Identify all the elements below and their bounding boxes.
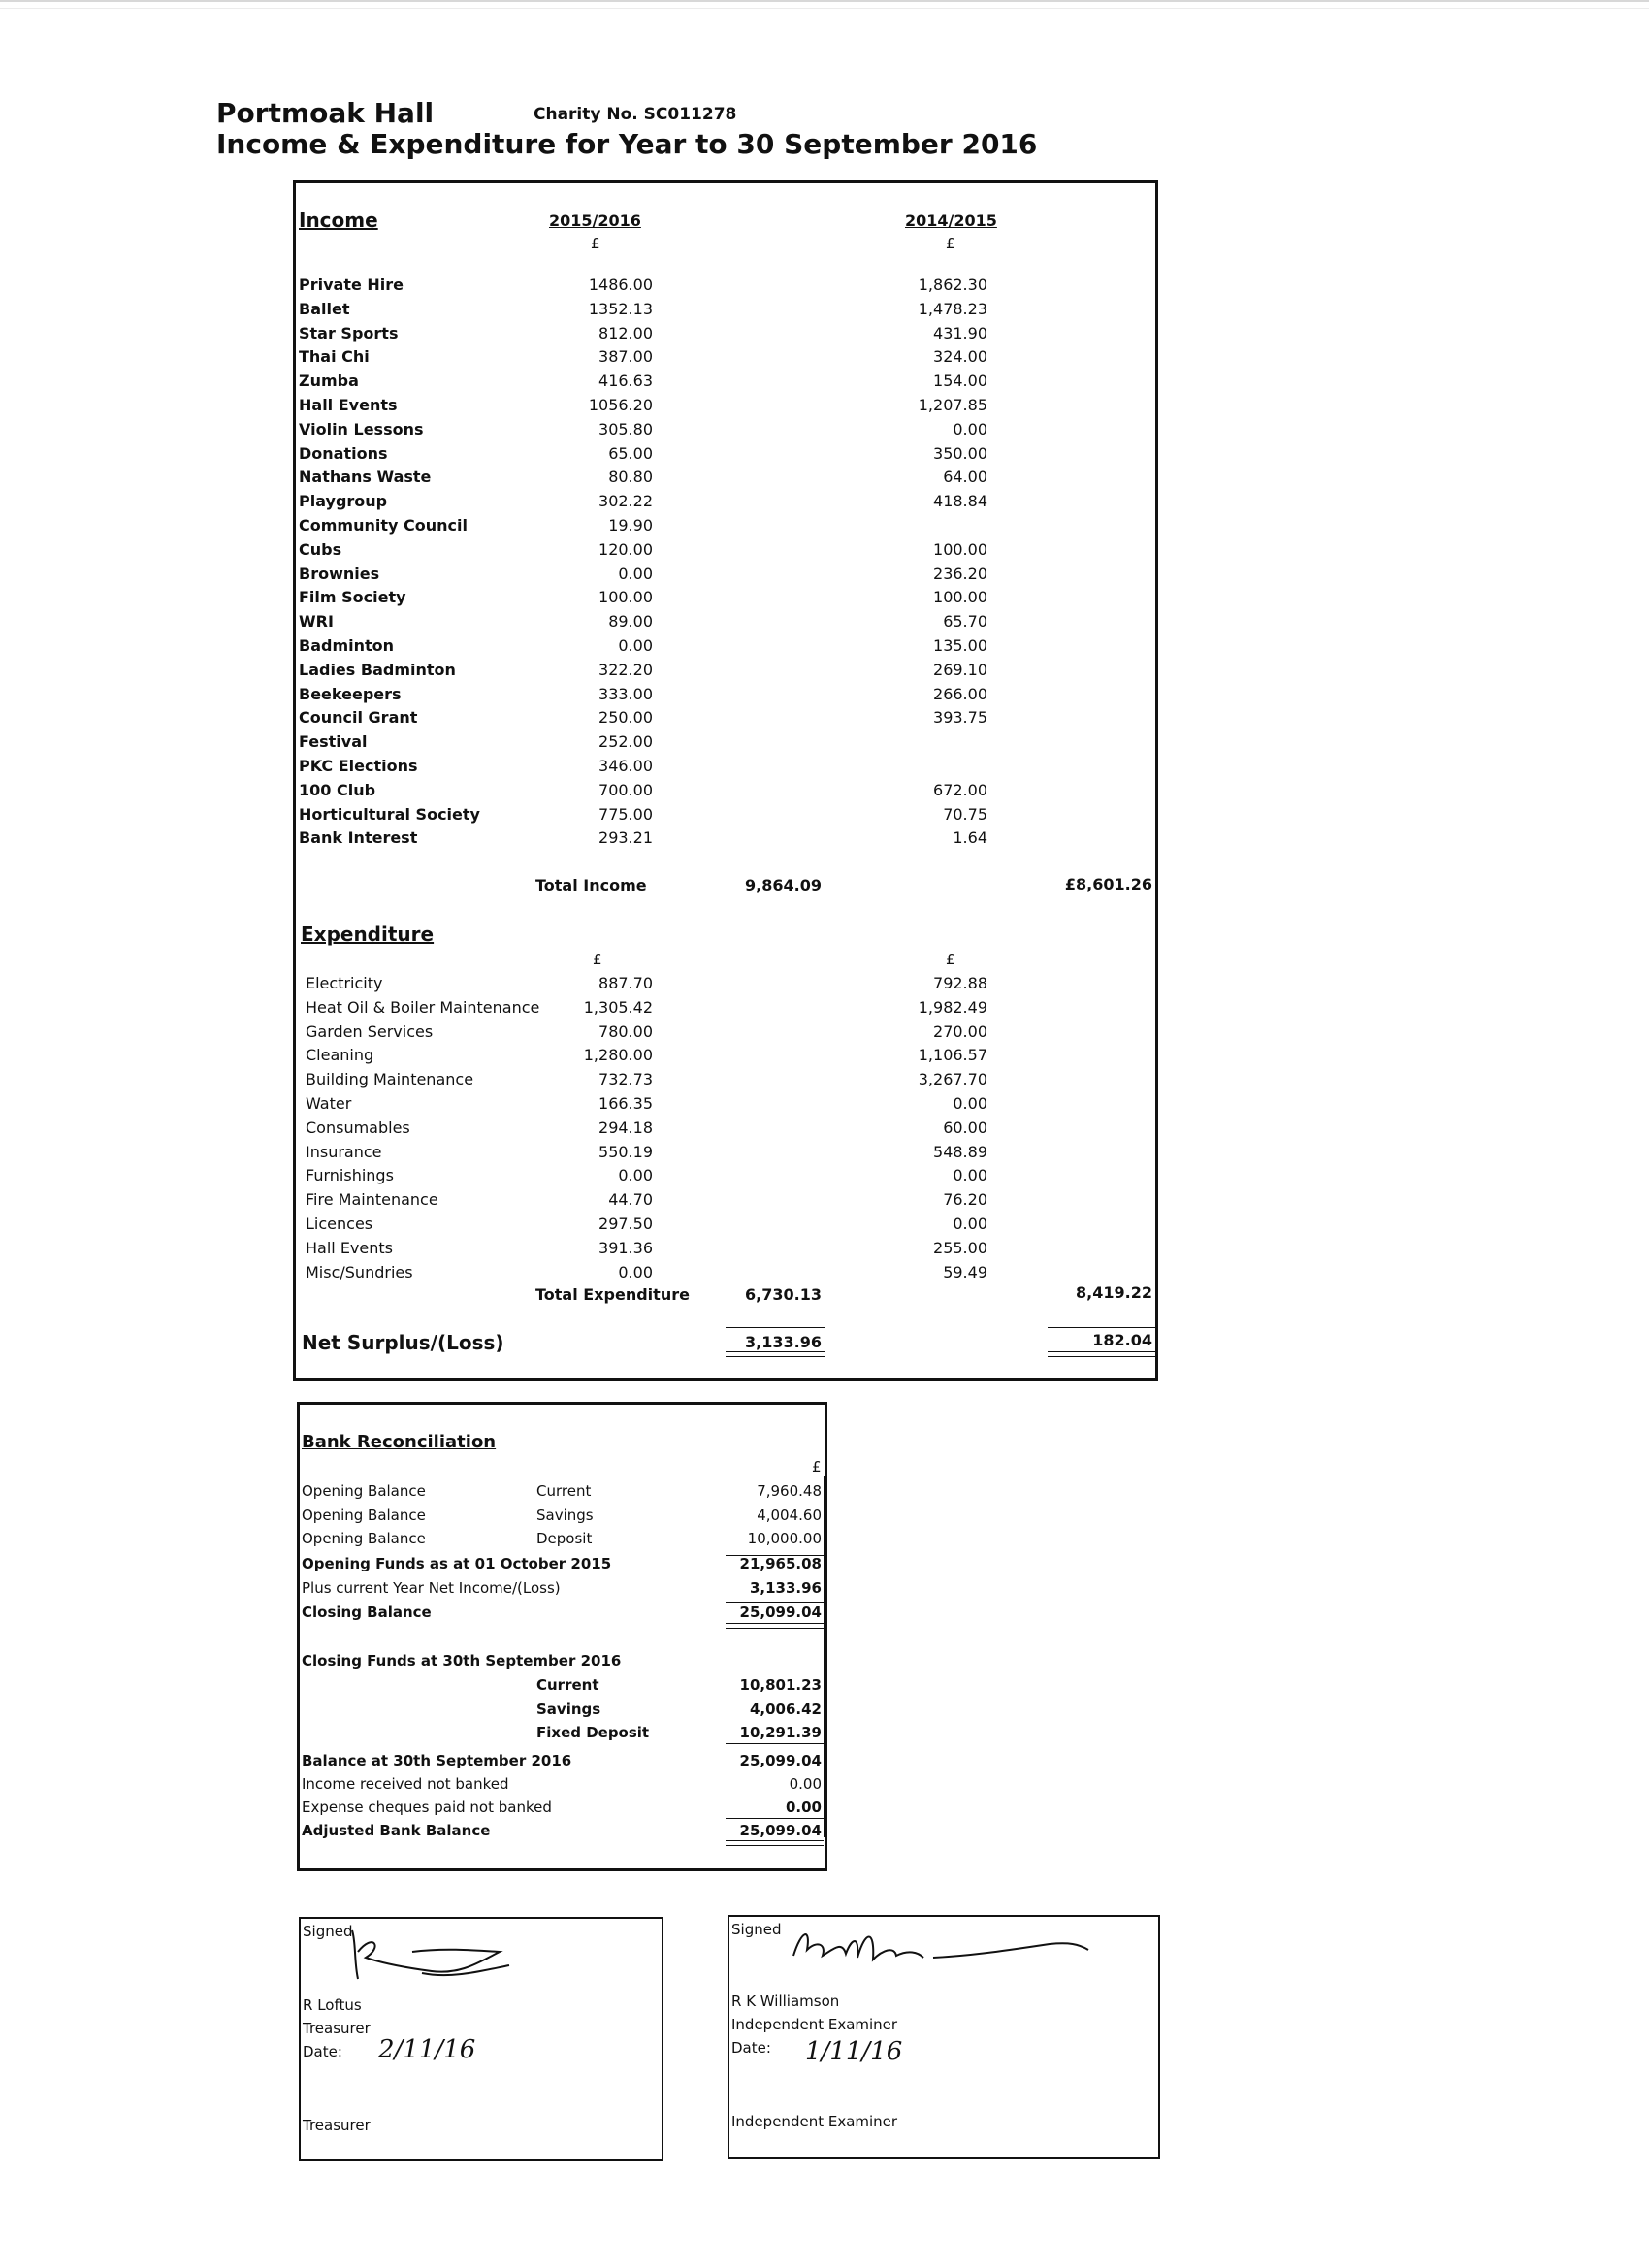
income-row-label: Ballet xyxy=(299,300,350,318)
examiner-footer: Independent Examiner xyxy=(731,2113,898,2130)
expenditure-row-label: Electricity xyxy=(306,974,383,992)
total-expenditure-label: Total Expenditure xyxy=(535,1285,690,1304)
opening-funds-label: Opening Funds as at 01 October 2015 xyxy=(302,1555,612,1572)
income-row-current: 1056.20 xyxy=(588,396,653,414)
income-row-current: 0.00 xyxy=(618,636,653,655)
total-expenditure-prior: 8,419.22 xyxy=(1076,1283,1152,1302)
treasurer-signature xyxy=(344,1923,519,1991)
col-header-prior: 2014/2015 xyxy=(905,211,997,230)
opening-balance-value: 4,004.60 xyxy=(757,1507,822,1524)
income-row-prior: 269.10 xyxy=(933,661,987,679)
expenditure-row-prior: 59.49 xyxy=(943,1263,987,1281)
income-row-current: 812.00 xyxy=(598,324,653,342)
income-row-prior: 100.00 xyxy=(933,588,987,606)
income-row-prior: 1.64 xyxy=(953,828,987,847)
closing-funds-label: Closing Funds at 30th September 2016 xyxy=(302,1652,622,1669)
examiner-date-value: 1/11/16 xyxy=(805,2037,903,2066)
examiner-role: Independent Examiner xyxy=(731,2016,898,2033)
income-row-prior: 266.00 xyxy=(933,685,987,703)
plus-net-label: Plus current Year Net Income/(Loss) xyxy=(302,1579,561,1597)
expenditure-row-label: Cleaning xyxy=(306,1046,374,1064)
expenditure-row-prior: 548.89 xyxy=(933,1143,987,1161)
income-row-label: Film Society xyxy=(299,588,406,606)
income-row-label: Zumba xyxy=(299,372,359,390)
income-row-prior: 236.20 xyxy=(933,565,987,583)
expenditure-row-label: Heat Oil & Boiler Maintenance xyxy=(306,998,540,1017)
income-heading: Income xyxy=(299,209,378,232)
expenditure-row-label: Building Maintenance xyxy=(306,1070,474,1088)
rule-balance xyxy=(726,1743,824,1744)
income-row-label: Donations xyxy=(299,444,388,463)
income-row-prior: 1,207.85 xyxy=(918,396,987,414)
examiner-name: R K Williamson xyxy=(731,1993,840,2010)
income-row-prior: 672.00 xyxy=(933,781,987,799)
expenditure-row-label: Licences xyxy=(306,1215,373,1233)
income-row-current: 387.00 xyxy=(598,347,653,366)
income-row-prior: 65.70 xyxy=(943,612,987,631)
scan-edge xyxy=(0,0,1649,9)
plus-net-value: 3,133.96 xyxy=(749,1579,822,1597)
income-row-prior: 100.00 xyxy=(933,540,987,559)
income-row-label: 100 Club xyxy=(299,781,376,799)
income-row-label: Horticultural Society xyxy=(299,805,480,824)
examiner-date-label: Date: xyxy=(731,2039,771,2057)
expenditure-row-prior: 255.00 xyxy=(933,1239,987,1257)
income-row-label: Nathans Waste xyxy=(299,468,432,486)
closing-double-rule xyxy=(726,1623,824,1629)
income-row-prior: 350.00 xyxy=(933,444,987,463)
report-subtitle: Income & Expenditure for Year to 30 September 2016 xyxy=(216,128,1038,160)
treasurer-date-value: 2/11/16 xyxy=(378,2035,476,2064)
income-row-current: 89.00 xyxy=(608,612,653,631)
rule-closing xyxy=(726,1602,824,1603)
expenditure-row-prior: 3,267.70 xyxy=(918,1070,987,1088)
expenditure-row-label: Garden Services xyxy=(306,1022,434,1041)
expenditure-row-current: 780.00 xyxy=(598,1022,653,1041)
adjusted-balance-value: 25,099.04 xyxy=(739,1822,822,1839)
income-row-prior: 431.90 xyxy=(933,324,987,342)
expenditure-row-prior: 270.00 xyxy=(933,1022,987,1041)
treasurer-footer: Treasurer xyxy=(303,2117,371,2134)
balance-value: 25,099.04 xyxy=(739,1752,822,1769)
income-row-label: Bank Interest xyxy=(299,828,418,847)
opening-balance-label: Opening Balance xyxy=(302,1507,426,1524)
income-row-current: 322.20 xyxy=(598,661,653,679)
expenditure-row-label: Hall Events xyxy=(306,1239,393,1257)
total-expenditure-current: 6,730.13 xyxy=(745,1285,822,1304)
income-row-label: Ladies Badminton xyxy=(299,661,456,679)
currency-prior: £ xyxy=(946,235,955,252)
income-row-current: 293.21 xyxy=(598,828,653,847)
expenditure-row-current: 391.36 xyxy=(598,1239,653,1257)
closing-funds-type: Savings xyxy=(536,1701,601,1718)
income-row-prior: 393.75 xyxy=(933,708,987,727)
income-row-prior: 154.00 xyxy=(933,372,987,390)
income-row-current: 1486.00 xyxy=(588,275,653,294)
income-row-current: 19.90 xyxy=(608,516,653,535)
net-surplus-current: 3,133.96 xyxy=(745,1333,822,1351)
expenditure-row-current: 0.00 xyxy=(618,1166,653,1184)
expenditure-row-current: 550.19 xyxy=(598,1143,653,1161)
treasurer-name: R Loftus xyxy=(303,1996,362,2014)
opening-balance-value: 10,000.00 xyxy=(747,1530,822,1547)
income-row-prior: 0.00 xyxy=(953,420,987,438)
income-row-current: 302.22 xyxy=(598,492,653,510)
expenditure-row-current: 732.73 xyxy=(598,1070,653,1088)
treasurer-date-label: Date: xyxy=(303,2043,342,2060)
expenditure-row-current: 1,280.00 xyxy=(583,1046,653,1064)
closing-funds-value: 4,006.42 xyxy=(749,1701,822,1718)
expenditure-row-prior: 792.88 xyxy=(933,974,987,992)
examiner-signed-label: Signed xyxy=(731,1921,782,1938)
expenditure-row-label: Water xyxy=(306,1094,352,1113)
opening-balance-label: Opening Balance xyxy=(302,1482,426,1500)
rule-adjusted xyxy=(726,1818,824,1819)
income-row-label: Community Council xyxy=(299,516,468,535)
opening-funds-value: 21,965.08 xyxy=(739,1555,822,1572)
expenditure-row-current: 887.70 xyxy=(598,974,653,992)
closing-funds-value: 10,801.23 xyxy=(739,1676,822,1694)
total-income-current: 9,864.09 xyxy=(745,876,822,894)
col-header-current: 2015/2016 xyxy=(549,211,641,230)
income-row-current: 0.00 xyxy=(618,565,653,583)
income-row-label: Private Hire xyxy=(299,275,404,294)
income-row-label: Festival xyxy=(299,732,368,751)
total-income-prior: £8,601.26 xyxy=(1064,875,1152,893)
income-row-label: PKC Elections xyxy=(299,757,418,775)
closing-funds-type: Fixed Deposit xyxy=(536,1724,650,1741)
expenditure-row-label: Consumables xyxy=(306,1118,410,1137)
bank-heading: Bank Reconciliation xyxy=(302,1432,497,1452)
expenditure-row-current: 0.00 xyxy=(618,1263,653,1281)
income-row-label: Star Sports xyxy=(299,324,399,342)
income-not-banked-label: Income received not banked xyxy=(302,1775,509,1793)
adjusted-double-rule xyxy=(726,1840,824,1846)
exp-currency-current: £ xyxy=(593,951,602,968)
income-row-prior: 418.84 xyxy=(933,492,987,510)
net-surplus-label: Net Surplus/(Loss) xyxy=(302,1331,504,1354)
net-double-rule-prior xyxy=(1048,1351,1156,1357)
income-row-current: 416.63 xyxy=(598,372,653,390)
income-row-label: WRI xyxy=(299,612,334,631)
examiner-signature xyxy=(788,1921,1098,1979)
opening-balance-value: 7,960.48 xyxy=(757,1482,822,1500)
expenditure-row-prior: 76.20 xyxy=(943,1190,987,1209)
net-rule-top-prior xyxy=(1048,1327,1156,1328)
income-row-current: 100.00 xyxy=(598,588,653,606)
expenditure-row-current: 294.18 xyxy=(598,1118,653,1137)
expenditure-row-prior: 1,106.57 xyxy=(918,1046,987,1064)
closing-balance-label: Closing Balance xyxy=(302,1604,432,1621)
income-row-label: Badminton xyxy=(299,636,395,655)
income-row-current: 65.00 xyxy=(608,444,653,463)
expenditure-row-label: Fire Maintenance xyxy=(306,1190,438,1209)
income-row-prior: 324.00 xyxy=(933,347,987,366)
income-row-current: 1352.13 xyxy=(588,300,653,318)
income-row-label: Brownies xyxy=(299,565,380,583)
income-row-label: Thai Chi xyxy=(299,347,370,366)
income-row-label: Cubs xyxy=(299,540,342,559)
expenditure-row-prior: 0.00 xyxy=(953,1094,987,1113)
expenditure-row-current: 297.50 xyxy=(598,1215,653,1233)
expenditure-row-current: 44.70 xyxy=(608,1190,653,1209)
income-row-current: 700.00 xyxy=(598,781,653,799)
adjusted-balance-label: Adjusted Bank Balance xyxy=(302,1822,491,1839)
opening-balance-type: Deposit xyxy=(536,1530,593,1547)
income-row-prior: 64.00 xyxy=(943,468,987,486)
income-row-prior: 1,478.23 xyxy=(918,300,987,318)
treasurer-signed-label: Signed xyxy=(303,1923,353,1940)
income-row-label: Playgroup xyxy=(299,492,388,510)
income-row-current: 252.00 xyxy=(598,732,653,751)
expenditure-row-prior: 60.00 xyxy=(943,1118,987,1137)
expenditure-heading: Expenditure xyxy=(301,923,435,946)
cheques-not-banked-value: 0.00 xyxy=(785,1798,822,1816)
opening-balance-label: Opening Balance xyxy=(302,1530,426,1547)
expenditure-row-prior: 0.00 xyxy=(953,1215,987,1233)
exp-currency-prior: £ xyxy=(946,951,955,968)
net-rule-top-current xyxy=(726,1327,825,1328)
expenditure-row-label: Misc/Sundries xyxy=(306,1263,413,1281)
closing-funds-type: Current xyxy=(536,1676,599,1694)
expenditure-row-current: 166.35 xyxy=(598,1094,653,1113)
income-row-current: 250.00 xyxy=(598,708,653,727)
expenditure-row-prior: 0.00 xyxy=(953,1166,987,1184)
bank-currency: £ xyxy=(812,1458,822,1475)
expenditure-row-prior: 1,982.49 xyxy=(918,998,987,1017)
income-row-current: 333.00 xyxy=(598,685,653,703)
income-row-label: Council Grant xyxy=(299,708,418,727)
income-row-label: Beekeepers xyxy=(299,685,402,703)
expenditure-row-label: Furnishings xyxy=(306,1166,394,1184)
charity-number: Charity No. SC011278 xyxy=(534,105,737,124)
net-surplus-prior: 182.04 xyxy=(1092,1331,1152,1349)
closing-funds-value: 10,291.39 xyxy=(739,1724,822,1741)
balance-label: Balance at 30th September 2016 xyxy=(302,1752,572,1769)
opening-balance-type: Current xyxy=(536,1482,592,1500)
income-row-prior: 1,862.30 xyxy=(918,275,987,294)
income-row-current: 346.00 xyxy=(598,757,653,775)
income-row-prior: 70.75 xyxy=(943,805,987,824)
treasurer-role: Treasurer xyxy=(303,2020,371,2037)
income-row-current: 80.80 xyxy=(608,468,653,486)
currency-current: £ xyxy=(591,235,600,252)
opening-balance-type: Savings xyxy=(536,1507,594,1524)
cheques-not-banked-label: Expense cheques paid not banked xyxy=(302,1798,552,1816)
closing-balance-value: 25,099.04 xyxy=(739,1604,822,1621)
expenditure-row-current: 1,305.42 xyxy=(583,998,653,1017)
income-row-current: 305.80 xyxy=(598,420,653,438)
expenditure-row-label: Insurance xyxy=(306,1143,382,1161)
total-income-label: Total Income xyxy=(535,876,647,894)
income-row-prior: 135.00 xyxy=(933,636,987,655)
income-row-current: 120.00 xyxy=(598,540,653,559)
income-not-banked-value: 0.00 xyxy=(789,1775,822,1793)
net-double-rule-current xyxy=(726,1351,825,1357)
org-title: Portmoak Hall xyxy=(216,97,435,129)
income-row-label: Hall Events xyxy=(299,396,398,414)
income-row-current: 775.00 xyxy=(598,805,653,824)
income-row-label: Violin Lessons xyxy=(299,420,424,438)
